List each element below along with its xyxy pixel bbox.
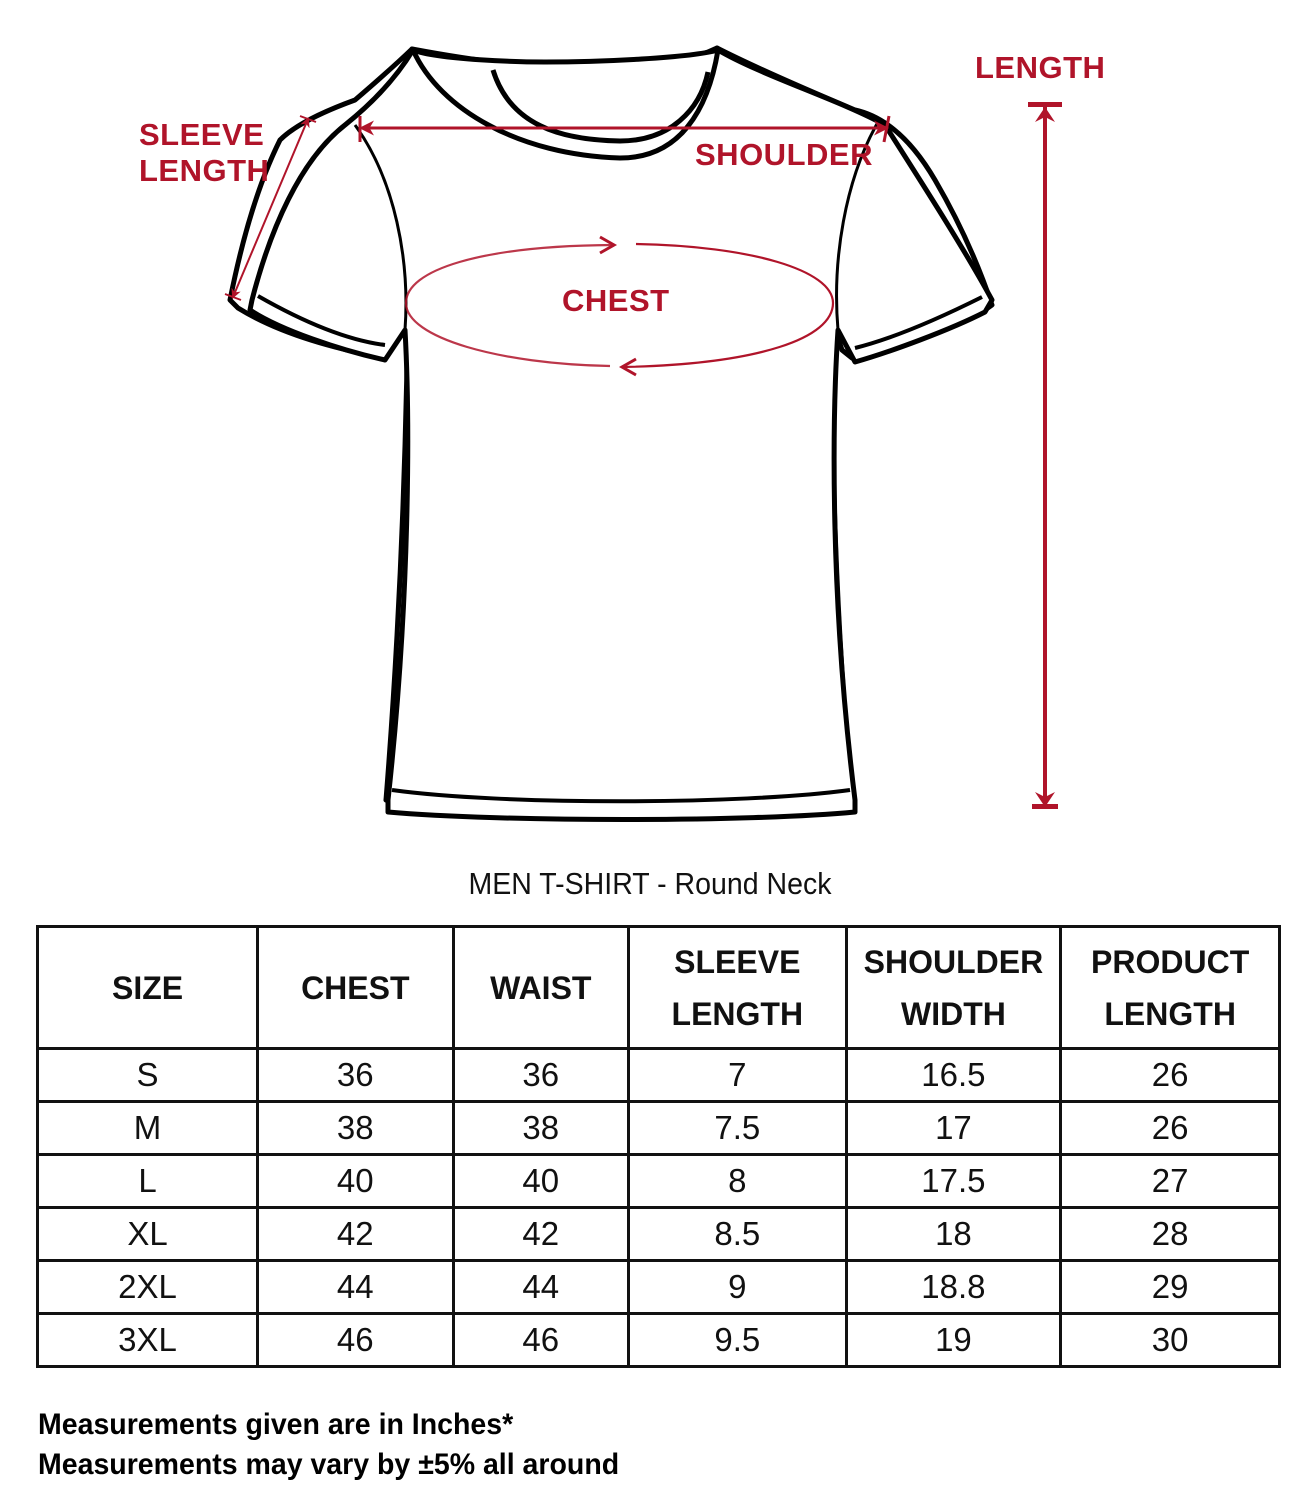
cell-size: 2XL bbox=[38, 1261, 258, 1314]
size-chart-title: MEN T-SHIRT - Round Neck bbox=[468, 866, 832, 901]
cell-sleeve-length: 7 bbox=[629, 1049, 846, 1102]
cell-waist: 46 bbox=[453, 1314, 629, 1367]
cell-shoulder-width: 17 bbox=[846, 1102, 1061, 1155]
length-label: LENGTH bbox=[975, 50, 1106, 85]
table-row bbox=[38, 1155, 1280, 1208]
table-row bbox=[38, 1314, 1280, 1367]
cell-chest: 46 bbox=[258, 1314, 453, 1367]
cell-size: XL bbox=[38, 1208, 258, 1261]
cell-shoulder-width: 17.5 bbox=[846, 1155, 1061, 1208]
header-size: SIZE bbox=[38, 927, 258, 1049]
cell-product-length: 30 bbox=[1061, 1314, 1280, 1367]
cell-shoulder-width: 16.5 bbox=[846, 1049, 1061, 1102]
cell-sleeve-length: 8 bbox=[629, 1155, 846, 1208]
header-product-length: PRODUCT LENGTH bbox=[1061, 927, 1280, 1049]
cell-shoulder-width: 18.8 bbox=[846, 1261, 1061, 1314]
cell-chest: 36 bbox=[258, 1049, 453, 1102]
cell-chest: 38 bbox=[258, 1102, 453, 1155]
table-row bbox=[38, 1049, 1280, 1102]
header-sleeve-length: SLEEVE LENGTH bbox=[629, 927, 846, 1049]
sleeve-label-line2: LENGTH bbox=[139, 153, 270, 188]
cell-chest: 40 bbox=[258, 1155, 453, 1208]
cell-product-length: 26 bbox=[1061, 1102, 1280, 1155]
shoulder-label: SHOULDER bbox=[695, 137, 873, 172]
sleeve-label-line1: SLEEVE bbox=[139, 117, 265, 152]
cell-size: S bbox=[38, 1049, 258, 1102]
header-waist: WAIST bbox=[453, 927, 629, 1049]
table-row bbox=[38, 1102, 1280, 1155]
table-row bbox=[38, 1208, 1280, 1261]
cell-product-length: 27 bbox=[1061, 1155, 1280, 1208]
measurement-notes bbox=[38, 1405, 650, 1485]
cell-chest: 42 bbox=[258, 1208, 453, 1261]
cell-waist: 42 bbox=[453, 1208, 629, 1261]
table-row bbox=[38, 1261, 1280, 1314]
cell-waist: 44 bbox=[453, 1261, 629, 1314]
note-variance: Measurements may vary by ±5% all around bbox=[38, 1448, 620, 1481]
header-shoulder-width: SHOULDER WIDTH bbox=[846, 927, 1061, 1049]
cell-sleeve-length: 7.5 bbox=[629, 1102, 846, 1155]
cell-size: M bbox=[38, 1102, 258, 1155]
cell-waist: 40 bbox=[453, 1155, 629, 1208]
cell-sleeve-length: 8.5 bbox=[629, 1208, 846, 1261]
note-units: Measurements given are in Inches* bbox=[38, 1408, 514, 1441]
cell-product-length: 28 bbox=[1061, 1208, 1280, 1261]
cell-shoulder-width: 18 bbox=[846, 1208, 1061, 1261]
cell-sleeve-length: 9 bbox=[629, 1261, 846, 1314]
cell-size: 3XL bbox=[38, 1314, 258, 1367]
cell-chest: 44 bbox=[258, 1261, 453, 1314]
cell-product-length: 29 bbox=[1061, 1261, 1280, 1314]
cell-waist: 38 bbox=[453, 1102, 629, 1155]
chest-label: CHEST bbox=[562, 283, 670, 318]
cell-waist: 36 bbox=[453, 1049, 629, 1102]
cell-shoulder-width: 19 bbox=[846, 1314, 1061, 1367]
cell-product-length: 26 bbox=[1061, 1049, 1280, 1102]
size-chart-table bbox=[36, 925, 1281, 1368]
sleeve-length-label bbox=[139, 117, 289, 189]
table-header-row bbox=[38, 927, 1280, 1049]
cell-size: L bbox=[38, 1155, 258, 1208]
header-chest: CHEST bbox=[258, 927, 453, 1049]
cell-sleeve-length: 9.5 bbox=[629, 1314, 846, 1367]
